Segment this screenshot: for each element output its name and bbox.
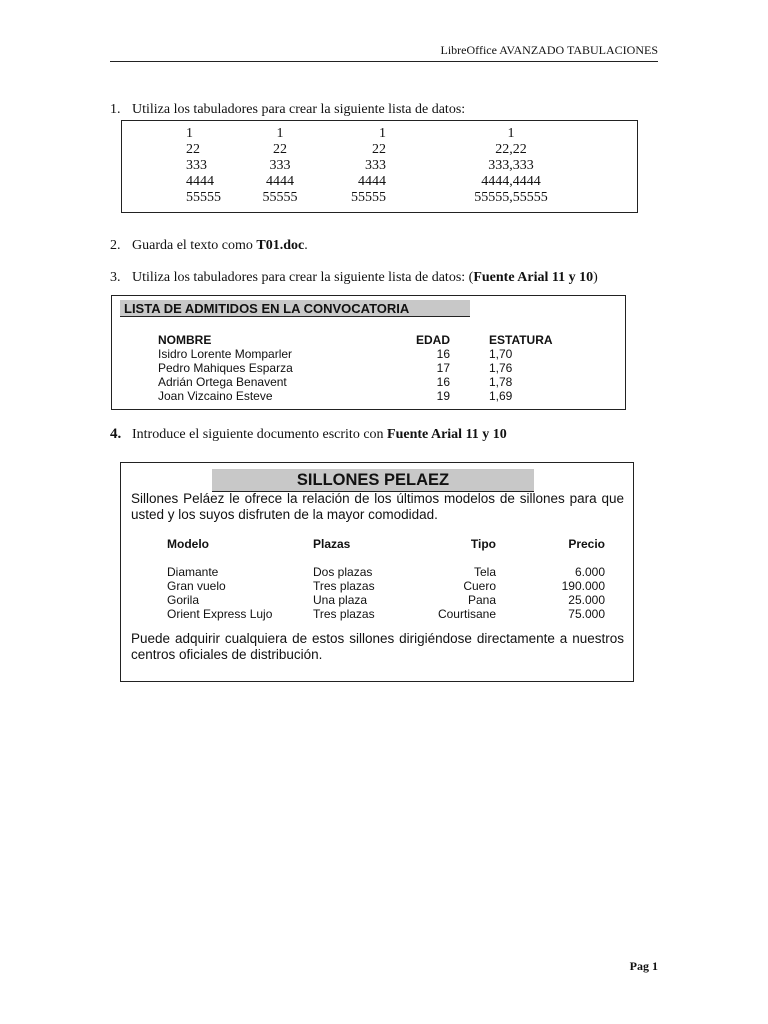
- list-row: [122, 158, 637, 174]
- instruction-text: Utiliza los tabuladores para crear la siguiente lista de datos:: [132, 102, 466, 117]
- instruction-suffix: ): [593, 270, 598, 285]
- cell-nombre: Pedro Mahiques Esparza: [158, 361, 293, 375]
- list-cell: 55555: [186, 190, 221, 205]
- list-row: [122, 142, 637, 158]
- intro-paragraph: Sillones Peláez le ofrece la relación de los últimos modelos de sillones para que usted y los suyos disfruten de la mayor comodidad.: [131, 491, 624, 522]
- instruction-number: 1.: [110, 102, 121, 117]
- cell-precio: 75.000: [568, 607, 605, 621]
- table-row: [112, 389, 625, 403]
- header-rule: [110, 61, 658, 62]
- cell-modelo: Orient Express Lujo: [167, 607, 273, 621]
- instruction-number: 4.: [110, 426, 122, 442]
- cell-tipo: Pana: [467, 593, 496, 607]
- cell-plazas: Tres plazas: [313, 607, 375, 621]
- cell-modelo: Gorila: [167, 593, 200, 607]
- instruction-number: 2.: [110, 238, 121, 253]
- instruction-text: Utiliza los tabuladores para crear la siguiente lista de datos: (: [132, 270, 474, 285]
- cell-edad: 17: [436, 361, 450, 375]
- cell-precio: 25.000: [568, 593, 605, 607]
- table-row: [121, 579, 633, 593]
- cell-plazas: Tres plazas: [313, 579, 375, 593]
- table-row: [121, 607, 633, 621]
- list-row: [122, 126, 637, 142]
- column-header: Modelo: [167, 537, 209, 551]
- page-header: LibreOffice AVANZADO TABULACIONES: [440, 43, 658, 57]
- outro-paragraph: Puede adquirir cualquiera de estos sillones dirigiéndose directamente a nuestros centros oficiales de distribución.: [131, 631, 624, 662]
- instruction-1: [110, 102, 465, 118]
- list-cell: 22: [372, 142, 386, 157]
- tab-list-box: [121, 120, 638, 213]
- cell-estatura: 1,69: [489, 389, 513, 403]
- list-row: [122, 174, 637, 190]
- instruction-suffix: .: [304, 238, 308, 253]
- list-cell: 1: [186, 126, 193, 141]
- table-row: [112, 347, 625, 361]
- cell-precio: 6.000: [574, 565, 605, 579]
- instruction-4: [110, 426, 507, 443]
- filename: T01.doc: [256, 238, 305, 253]
- cell-tipo: Cuero: [463, 579, 496, 593]
- list-cell: 333: [365, 158, 386, 173]
- table-row: [121, 565, 633, 579]
- list-cell: 55555: [351, 190, 386, 205]
- instruction-2: [110, 238, 308, 254]
- cell-modelo: Gran vuelo: [167, 579, 226, 593]
- list-cell: 1: [276, 126, 284, 141]
- column-header: Tipo: [470, 537, 496, 551]
- cell-tipo: Tela: [473, 565, 496, 579]
- list-cell: 1: [379, 126, 386, 141]
- list-cell: 333: [186, 158, 207, 173]
- table-row: [121, 593, 633, 607]
- cell-precio: 190.000: [561, 579, 605, 593]
- cell-tipo: Courtisane: [437, 607, 496, 621]
- list-cell: 22: [273, 142, 287, 157]
- cell-edad: 16: [436, 375, 450, 389]
- list-cell: 55555,55555: [474, 190, 548, 205]
- list-cell: 55555: [262, 190, 298, 205]
- cell-nombre: Isidro Lorente Momparler: [158, 347, 293, 361]
- table-header: [121, 537, 633, 551]
- list-cell: 22: [186, 142, 200, 157]
- table-row: [112, 375, 625, 389]
- cell-edad: 16: [436, 347, 450, 361]
- list-cell: 333,333: [488, 158, 534, 173]
- page-number: Pag 1: [629, 959, 658, 973]
- instruction-text: Guarda el texto como: [132, 238, 257, 253]
- list-cell: 1: [507, 126, 515, 141]
- admitidos-title: LISTA DE ADMITIDOS EN LA CONVOCATORIA: [120, 300, 470, 317]
- list-cell: 4444: [186, 174, 214, 189]
- column-header: Precio: [568, 537, 605, 551]
- instruction-number: 3.: [110, 270, 121, 285]
- instruction-text: Introduce el siguiente documento escrito con: [132, 427, 388, 442]
- sillones-title: SILLONES PELAEZ: [212, 469, 534, 492]
- list-cell: 4444: [358, 174, 386, 189]
- column-header: NOMBRE: [158, 333, 212, 347]
- instruction-3: [110, 270, 598, 286]
- table-header: [112, 333, 625, 347]
- list-cell: 333: [269, 158, 291, 173]
- admitidos-box: [111, 295, 626, 410]
- table-row: [112, 361, 625, 375]
- font-spec: Fuente Arial 11 y 10: [387, 427, 507, 442]
- column-header: ESTATURA: [489, 333, 553, 347]
- list-cell: 4444: [266, 174, 294, 189]
- cell-estatura: 1,70: [489, 347, 513, 361]
- cell-plazas: Dos plazas: [313, 565, 373, 579]
- font-spec: Fuente Arial 11 y 10: [473, 270, 594, 285]
- list-cell: 4444,4444: [481, 174, 541, 189]
- cell-plazas: Una plaza: [313, 593, 368, 607]
- cell-nombre: Adrián Ortega Benavent: [158, 375, 287, 389]
- sillones-box: [120, 462, 634, 682]
- list-row: [122, 190, 637, 206]
- cell-modelo: Diamante: [167, 565, 219, 579]
- cell-estatura: 1,76: [489, 361, 513, 375]
- column-header: Plazas: [313, 537, 351, 551]
- cell-estatura: 1,78: [489, 375, 513, 389]
- list-cell: 22,22: [495, 142, 527, 157]
- cell-edad: 19: [436, 389, 450, 403]
- cell-nombre: Joan Vizcaino Esteve: [158, 389, 273, 403]
- column-header: EDAD: [415, 333, 450, 347]
